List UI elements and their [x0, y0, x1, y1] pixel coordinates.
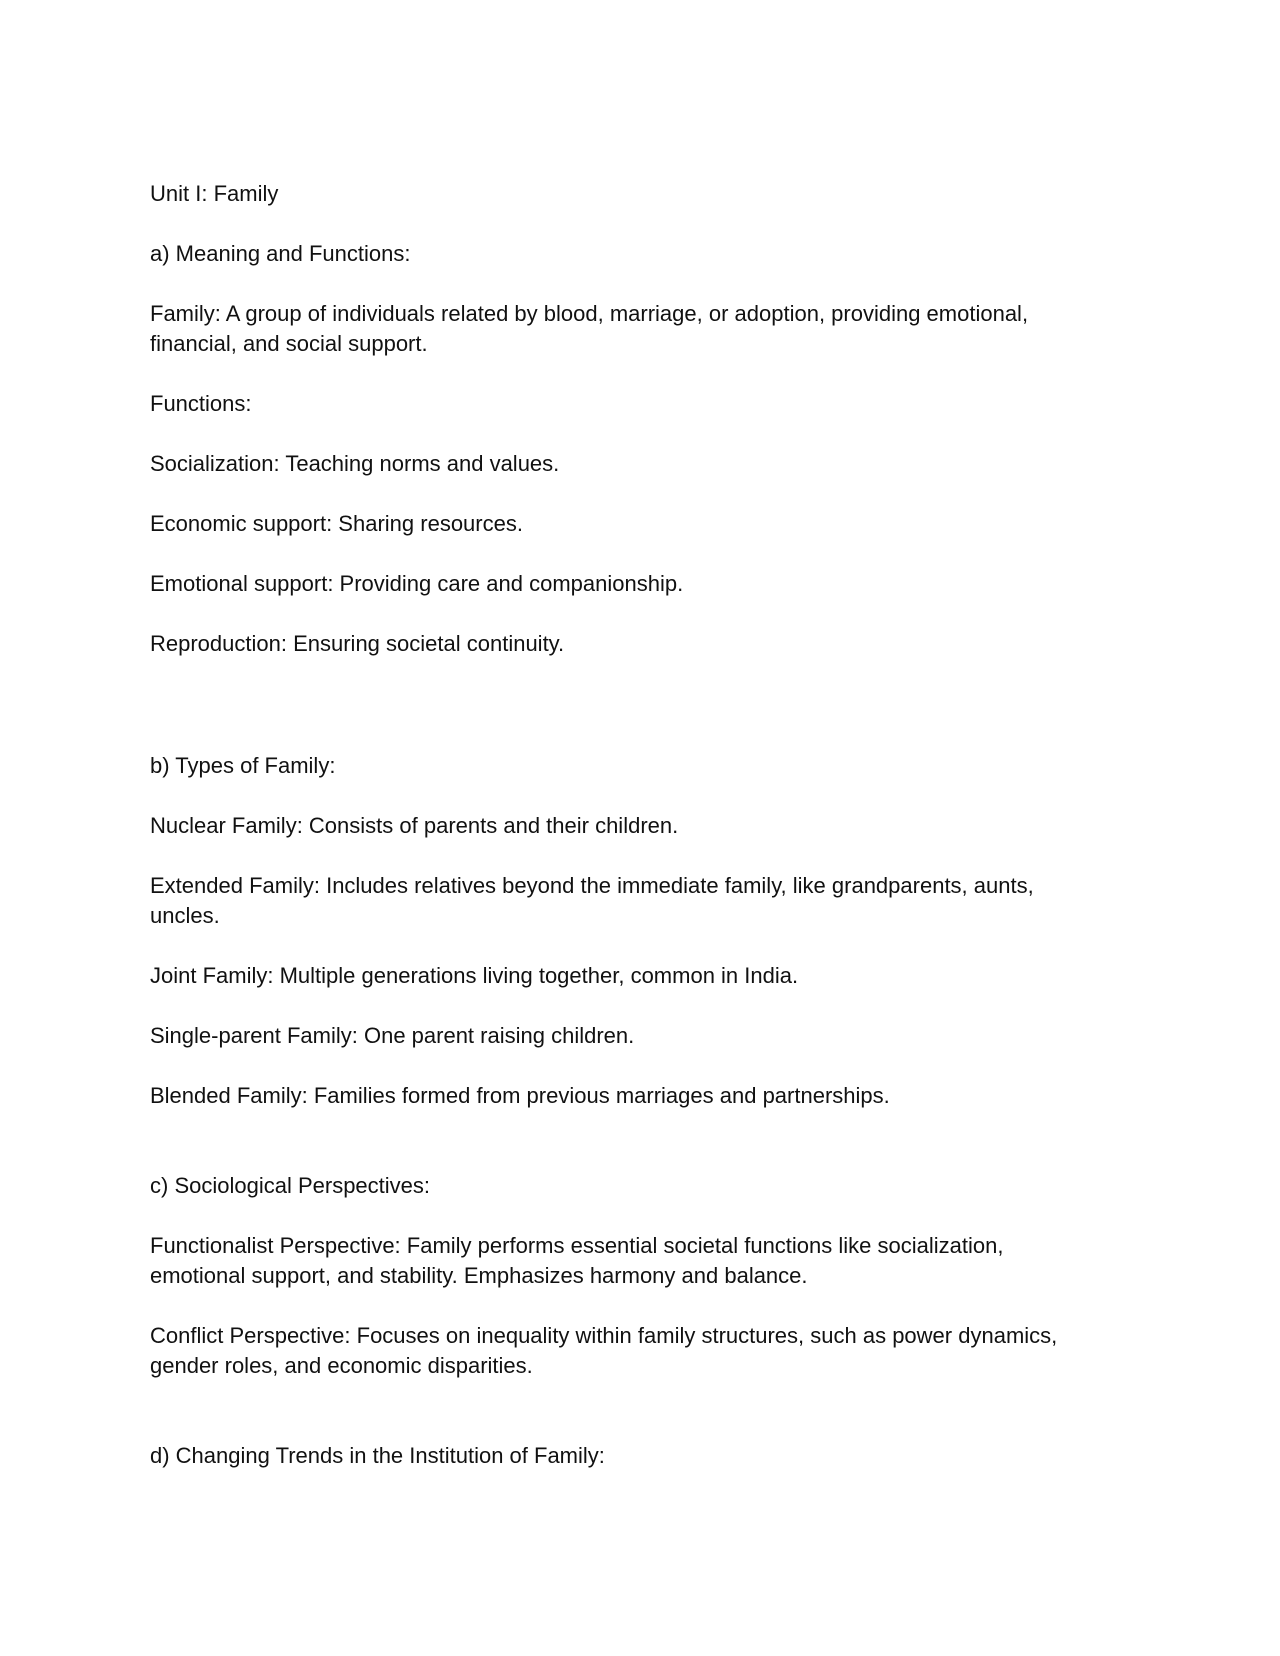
- function-emotional-support: Emotional support: Providing care and companionship.: [150, 571, 684, 596]
- function-socialization: Socialization: Teaching norms and values.: [150, 451, 560, 476]
- conflict-perspective-line-2: gender roles, and economic disparities.: [150, 1353, 533, 1378]
- functionalist-perspective-line-1: Functionalist Perspective: Family performs essential societal functions like socialization,: [150, 1233, 1004, 1258]
- functionalist-perspective-line-2: emotional support, and stability. Emphasizes harmony and balance.: [150, 1263, 808, 1288]
- type-extended-family-line-2: uncles.: [150, 903, 220, 928]
- type-nuclear-family: Nuclear Family: Consists of parents and their children.: [150, 813, 679, 838]
- section-heading-types: b) Types of Family:: [150, 753, 336, 778]
- type-blended-family: Blended Family: Families formed from previous marriages and partnerships.: [150, 1083, 890, 1108]
- type-joint-family: Joint Family: Multiple generations living together, common in India.: [150, 963, 799, 988]
- type-extended-family-line-1: Extended Family: Includes relatives beyond the immediate family, like grandparents, aunts,: [150, 873, 1034, 898]
- family-definition-line-1: Family: A group of individuals related by blood, marriage, or adoption, providing emotional,: [150, 301, 1029, 326]
- function-economic-support: Economic support: Sharing resources.: [150, 511, 523, 536]
- function-reproduction: Reproduction: Ensuring societal continuity.: [150, 631, 565, 656]
- type-single-parent-family: Single-parent Family: One parent raising children.: [150, 1023, 635, 1048]
- section-heading-perspectives: c) Sociological Perspectives:: [150, 1173, 431, 1198]
- conflict-perspective-line-1: Conflict Perspective: Focuses on inequality within family structures, such as power dynamics,: [150, 1323, 1058, 1348]
- section-heading-changing-trends: d) Changing Trends in the Institution of Family:: [150, 1443, 605, 1468]
- functions-label: Functions:: [150, 391, 252, 416]
- family-definition-line-2: financial, and social support.: [150, 331, 428, 356]
- unit-title: Unit I: Family: [150, 181, 279, 206]
- section-heading-meaning: a) Meaning and Functions:: [150, 241, 411, 266]
